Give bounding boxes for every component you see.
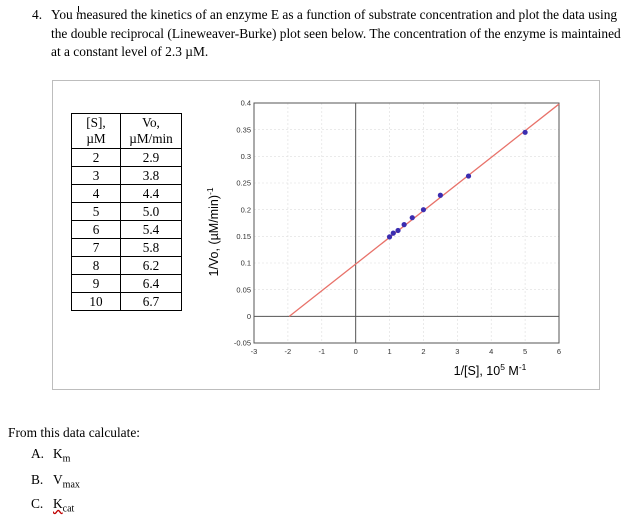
y-axis-title: 1/Vo, $(\mu M/\min)^{-1}$ <box>205 187 221 277</box>
grid <box>254 103 559 343</box>
cell-s: 5 <box>72 203 121 221</box>
x-axis-title: 1/[S], $10^5$ $M^{-1}$ <box>453 362 527 378</box>
y-tick-label: 0 <box>246 311 251 321</box>
cell-s: 9 <box>72 275 121 293</box>
cell-v: 3.8 <box>121 167 182 185</box>
part-letter: B. <box>31 472 44 487</box>
cell-s: 6 <box>72 221 121 239</box>
header-substrate-unit: µM <box>86 131 106 146</box>
cell-v: 6.7 <box>121 293 182 311</box>
x-tick-label: -2 <box>284 347 292 356</box>
y-tick-label: 0.05 <box>236 285 251 295</box>
part-term: V <box>53 472 63 487</box>
y-tick-label: 0.3 <box>240 151 251 161</box>
cell-v: 5.0 <box>121 203 182 221</box>
part-term: K <box>53 446 63 461</box>
cell-v: 6.2 <box>121 257 182 275</box>
part-c <box>31 496 74 515</box>
cell-s: 3 <box>72 167 121 185</box>
cell-s: 4 <box>72 185 121 203</box>
y-tick-labels <box>234 99 251 348</box>
data-point <box>523 130 528 135</box>
part-b <box>31 472 80 491</box>
data-point <box>438 193 443 198</box>
cell-s: 7 <box>72 239 121 257</box>
data-point <box>421 207 426 212</box>
part-term-sub: max <box>62 479 80 491</box>
cell-v: 2.9 <box>121 149 182 167</box>
cell-v: 5.8 <box>121 239 182 257</box>
cell-s: 8 <box>72 257 121 275</box>
part-term: K <box>53 496 63 511</box>
part-a <box>31 446 70 465</box>
x-tick-label: 3 <box>455 347 460 356</box>
calculate-intro: From this data calculate: <box>8 425 141 440</box>
y-tick-label: 0.2 <box>240 205 251 215</box>
x-tick-label: -1 <box>318 347 326 356</box>
cell-s: 2 <box>72 149 121 167</box>
x-tick-label: 1 <box>387 347 392 356</box>
data-point <box>466 173 471 178</box>
header-velocity-unit: µM/min <box>129 131 173 146</box>
data-point <box>387 234 392 239</box>
question-number: 4. <box>32 7 43 22</box>
cell-s: 10 <box>72 293 121 311</box>
x-tick-label: 6 <box>556 347 562 356</box>
plot-frame <box>254 103 559 343</box>
y-tick-label: -0.05 <box>233 338 251 348</box>
x-tick-label: 5 <box>523 347 528 356</box>
y-tick-label: 0.35 <box>236 125 251 135</box>
header-velocity-label: Vo, <box>142 115 160 130</box>
x-tick-label: 4 <box>489 347 494 356</box>
cell-v: 5.4 <box>121 221 182 239</box>
x-tick-label: 2 <box>421 347 426 356</box>
data-point <box>395 228 400 233</box>
zero-axes <box>254 103 559 343</box>
data-point <box>410 215 415 220</box>
question-text: You measured the kinetics of an enzyme E as a function of substrate concentration and plot the data using the double reciprocal (Lineweaver-Burke) plot seen below. The concentration of the enzyme is maintained at a constant level of 2.3 µM. <box>51 7 621 59</box>
part-letter: C. <box>31 496 44 511</box>
part-letter: A. <box>31 446 45 461</box>
y-tick-label: 0.15 <box>236 231 251 241</box>
y-tick-label: 0.4 <box>240 98 251 108</box>
x-tick-labels <box>251 347 561 356</box>
data-point <box>402 222 407 227</box>
data-point <box>391 231 396 236</box>
cell-v: 4.4 <box>121 185 182 203</box>
x-tick-label: -3 <box>250 347 258 356</box>
y-tick-label: 0.1 <box>240 258 251 268</box>
x-tick-label: 0 <box>353 347 358 356</box>
part-term-sub: cat <box>62 503 75 515</box>
cell-v: 6.4 <box>121 275 182 293</box>
header-substrate-label: [S], <box>86 115 106 130</box>
y-tick-label: 0.25 <box>236 178 251 188</box>
part-term-sub: m <box>62 453 71 465</box>
